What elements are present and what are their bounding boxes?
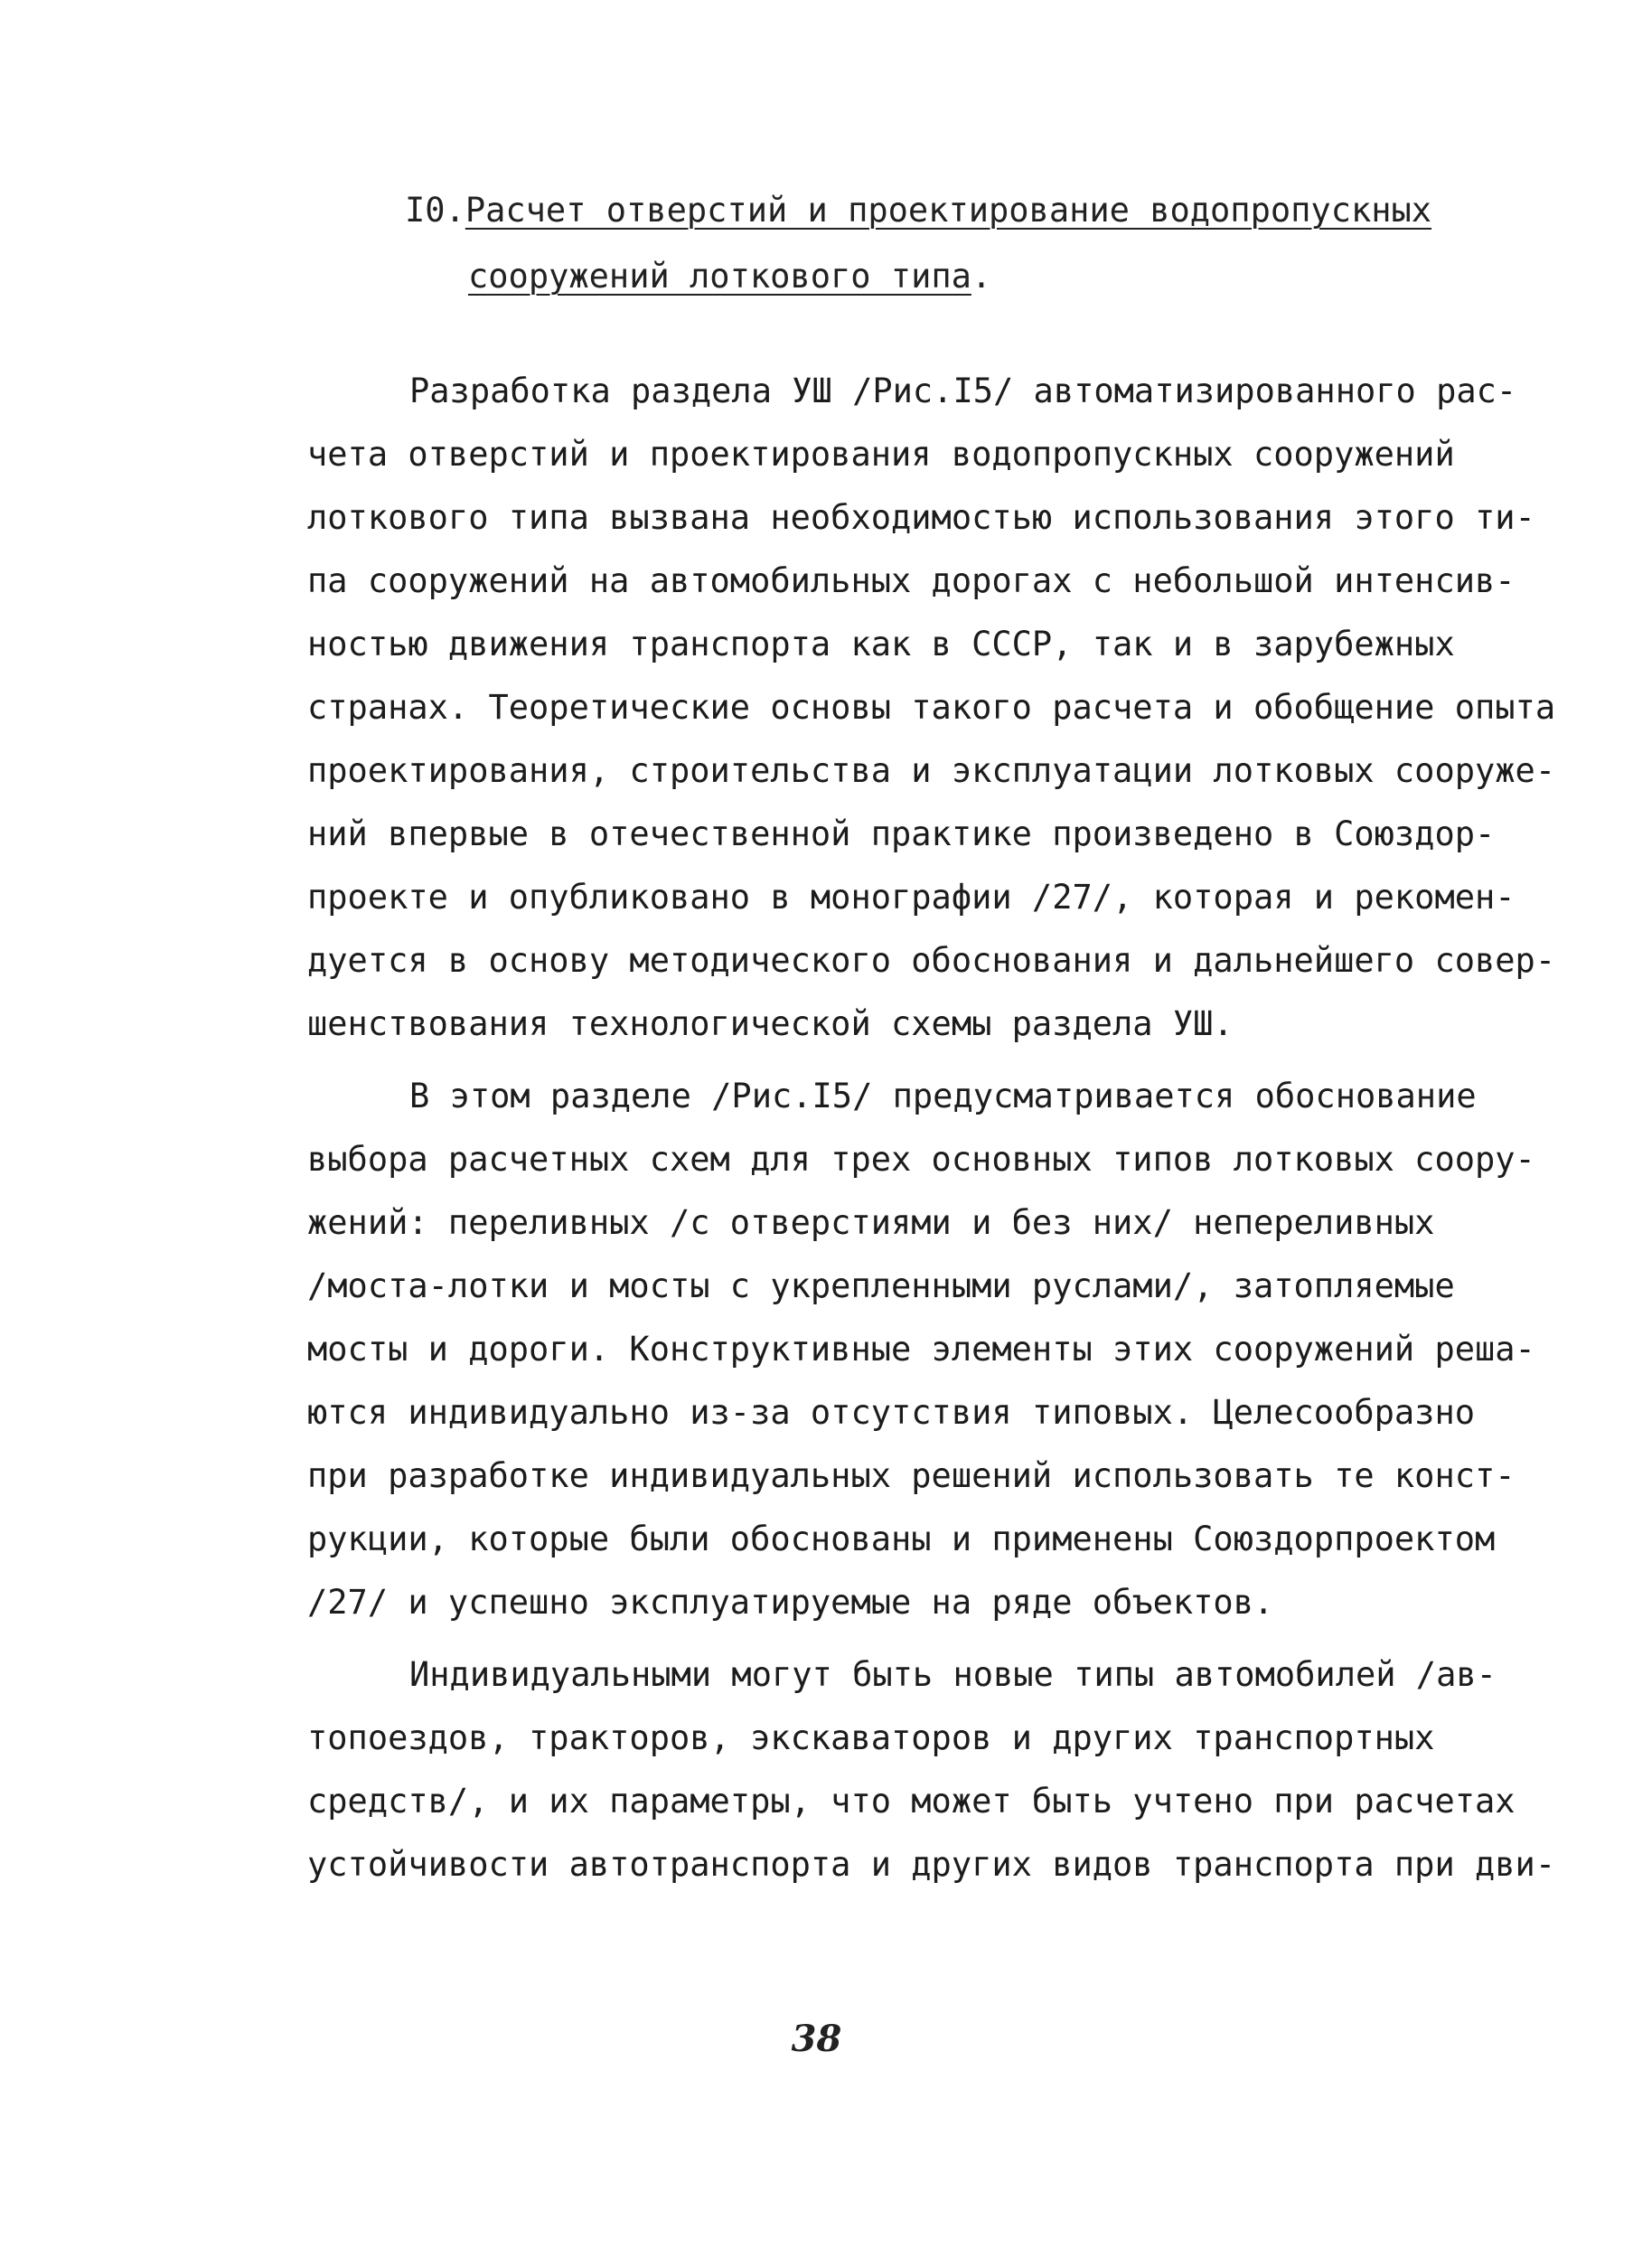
text-line: проекте и опубликовано в монографии /27/, которая и рекомен- xyxy=(307,878,1516,917)
section-heading xyxy=(405,177,1431,309)
text-line: ний впервые в отечественной практике произведено в Союздор- xyxy=(307,814,1496,853)
section-number: I0. xyxy=(405,191,465,230)
text-line: средств/, и их параметры, что может быть учтено при расчетах xyxy=(307,1782,1516,1821)
text-line: устойчивости автотранспорта и других видов транспорта при дви- xyxy=(307,1845,1556,1884)
text-line: жений: переливных /с отверстиями и без них/ непереливных xyxy=(307,1203,1435,1242)
text-line: /27/ и успешно эксплуатируемые на ряде объектов. xyxy=(307,1583,1274,1622)
section-title-period: . xyxy=(971,257,992,296)
text-line: выбора расчетных схем для трех основных типов лотковых соору- xyxy=(307,1140,1535,1179)
text-line: рукции, которые были обоснованы и применены Союздорпроектом xyxy=(307,1520,1496,1558)
section-title-line-2: сооружений лоткового типа xyxy=(468,257,971,296)
text-line: /моста-лотки и мосты с укрепленными руслами/, затопляемые xyxy=(307,1266,1455,1305)
text-line: ются индивидуально из-за отсутствия типовых. Целесообразно xyxy=(307,1393,1476,1432)
text-line: В этом разделе /Рис.I5/ предусматривается обоснование xyxy=(409,1077,1477,1115)
text-line: топоездов, тракторов, экскаваторов и других транспортных xyxy=(307,1718,1435,1757)
paragraph-1 xyxy=(307,360,1556,1056)
text-line: при разработке индивидуальных решений использовать те конст- xyxy=(307,1456,1516,1495)
text-line: Индивидуальными могут быть новые типы автомобилей /ав- xyxy=(409,1655,1497,1694)
text-line: шенствования технологической схемы раздела УШ. xyxy=(307,1004,1234,1043)
paragraph-2 xyxy=(307,1065,1535,1634)
body-text xyxy=(307,360,1556,1906)
text-line: Разработка раздела УШ /Рис.I5/ автоматизированного рас- xyxy=(409,372,1517,410)
text-line: па сооружений на автомобильных дорогах с небольшой интенсив- xyxy=(307,561,1516,600)
text-line: дуется в основу методического обоснования и дальнейшего совер- xyxy=(307,941,1556,980)
text-line: ностью движения транспорта как в СССР, так и в зарубежных xyxy=(307,625,1455,663)
section-title-line-1: Расчет отверстий и проектирование водопропускных xyxy=(465,191,1432,230)
text-line: чета отверстий и проектирования водопропускных сооружений xyxy=(307,435,1455,474)
text-line: странах. Теоретические основы такого расчета и обобщение опыта xyxy=(307,688,1556,727)
text-line: мосты и дороги. Конструктивные элементы этих сооружений реша- xyxy=(307,1330,1535,1369)
text-line: проектирования, строительства и эксплуатации лотковых сооруже- xyxy=(307,751,1556,790)
paragraph-3 xyxy=(307,1643,1556,1896)
page-number: 38 xyxy=(791,2018,842,2060)
text-line: лоткового типа вызвана необходимостью использования этого ти- xyxy=(307,498,1535,537)
